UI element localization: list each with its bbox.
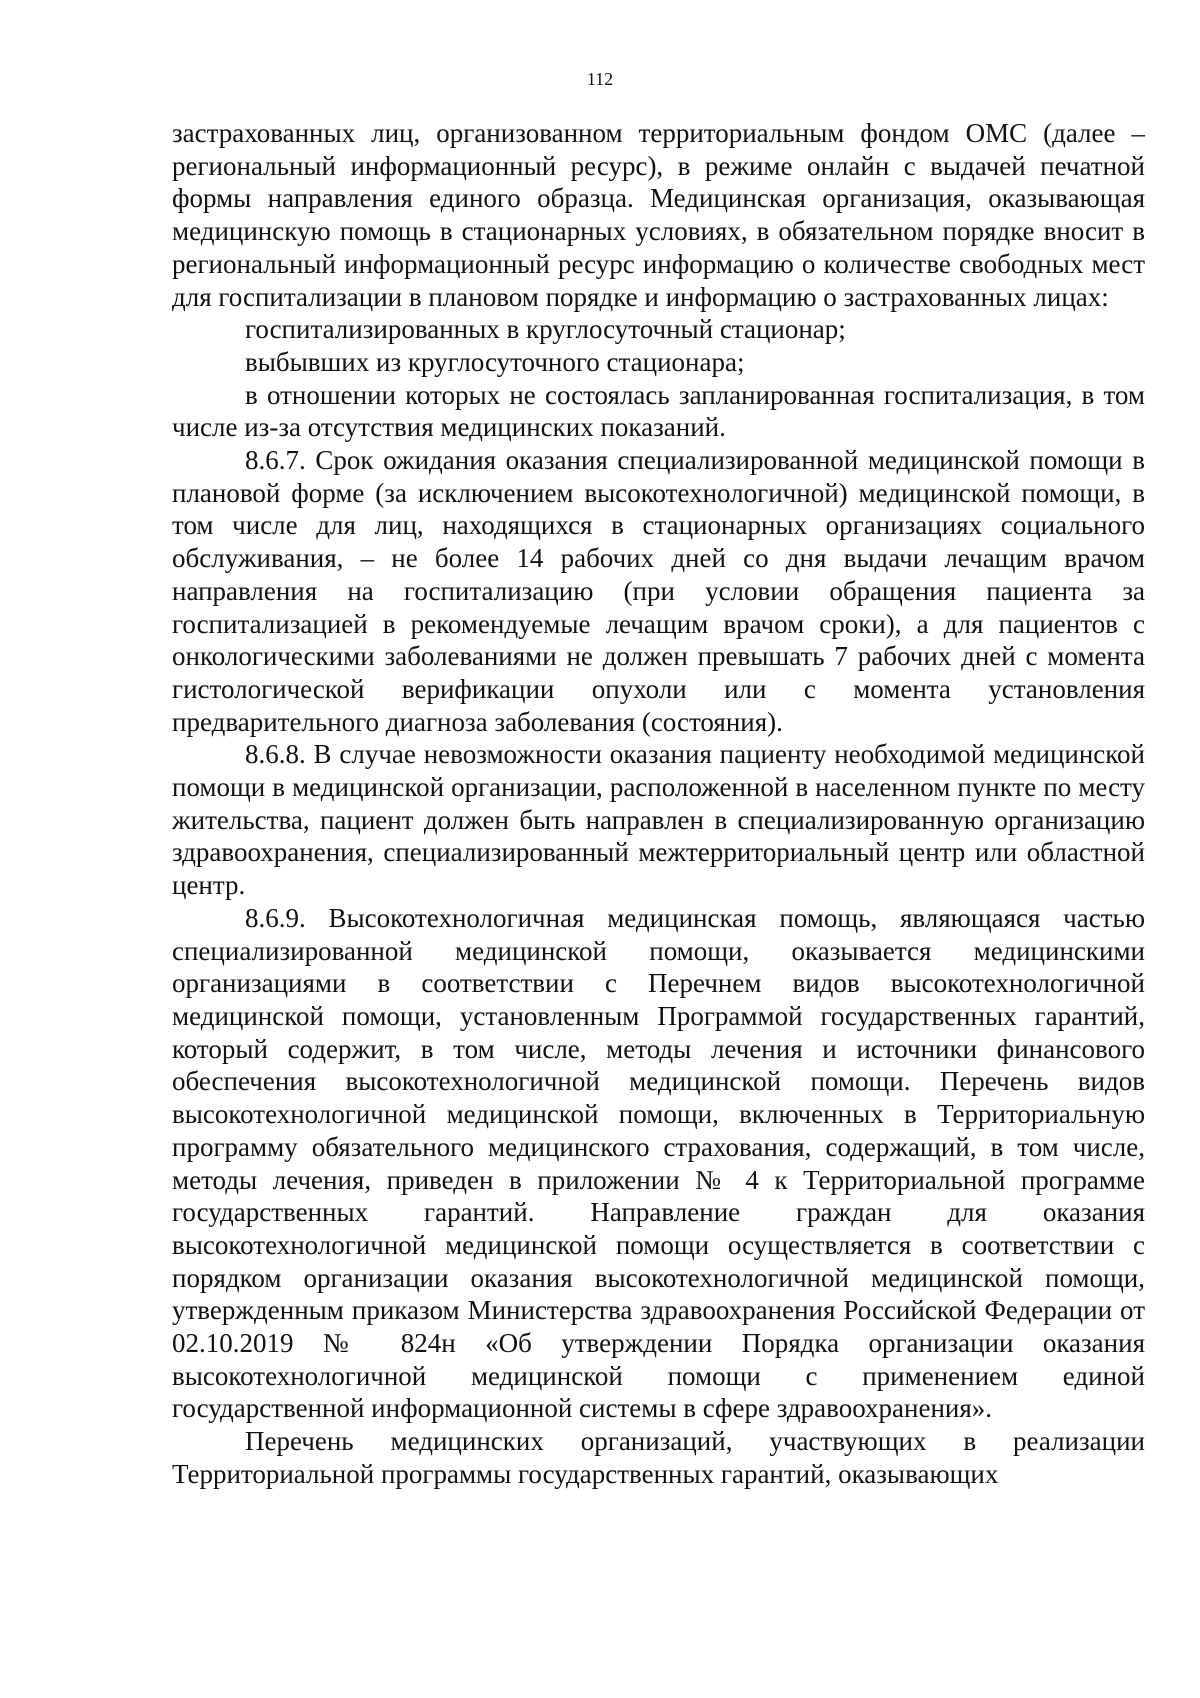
paragraph-8-6-9: 8.6.9. Высокотехнологичная медицинская помощь, являющаяся частью специализированной медицинской помощи, оказывается медицинскими организациями в соответствии с Перечнем видов высокотехнологичной медицинской помощи, установленным Программой государственных гарантий, который содержит, в том числе, методы лечения и источники финансового обеспечения высокотехнологичной медицинской помощи. Перечень видов высокотехнологичной медицинской помощи, включенных в Территориальную программу обязательного медицинского страхования, содержащий, в том числе, методы лечения, приведен в приложении № 4 к Территориальной программе государственных гарантий. Направление граждан для оказания высокотехнологичной медицинской помощи осуществляется в соответствии с порядком организации оказания высокотехнологичной медицинской помощи, утвержденным приказом Министерства здравоохранения Российской Федерации от 02.10.2019 № 824н «Об утверждении Порядка организации оказания высокотехнологичной медицинской помощи с применением единой государственной информационной системы в сфере здравоохранения».: [172, 902, 1145, 1424]
paragraph-8-6-7: 8.6.7. Срок ожидания оказания специализированной медицинской помощи в плановой форме (за исключением высокотехнологичной) медицинской помощи, в том числе для лиц, находящихся в стационарных организациях социального обслуживания, – не более 14 рабочих дней со дня выдачи лечащим врачом направления на госпитализацию (при условии обращения пациента за госпитализацией в рекомендуемые лечащим врачом сроки), а для пациентов с онкологическими заболеваниями не должен превышать 7 рабочих дней с момента гистологической верификации опухоли или с момента установления предварительного диагноза заболевания (состояния).: [172, 445, 1145, 737]
document-body: [172, 117, 1145, 1491]
page-number: 112: [586, 69, 614, 89]
list-item-discharged: выбывших из круглосуточного стационара;: [245, 346, 745, 377]
paragraph-8-6-8: 8.6.8. В случае невозможности оказания пациенту необходимой медицинской помощи в медицинской организации, расположенной в населенном пункте по месту жительства, пациент должен быть направлен в специализированную организацию здравоохранения, специализированный межтерриториальный центр или областной центр.: [172, 739, 1145, 901]
paragraph-organizations-list: Перечень медицинских организаций, участвующих в реализации Территориальной программы государственных гарантий, оказывающих: [172, 1426, 1145, 1489]
list-item-hospitalized: госпитализированных в круглосуточный стационар;: [245, 314, 846, 345]
paragraph-intro: застрахованных лиц, организованном территориальным фондом ОМС (далее – региональный информационный ресурс), в режиме онлайн с выдачей печатной формы направления единого образца. Медицинская организация, оказывающая медицинскую помощь в стационарных условиях, в обязательном порядке вносит в региональный информационный ресурс информацию о количестве свободных мест для госпитализации в плановом порядке и информацию о застрахованных лицах:: [172, 118, 1145, 312]
list-item-not-hospitalized: в отношении которых не состоялась запланированная госпитализация, в том числе из-за отсутствия медицинских показаний.: [172, 379, 1145, 443]
